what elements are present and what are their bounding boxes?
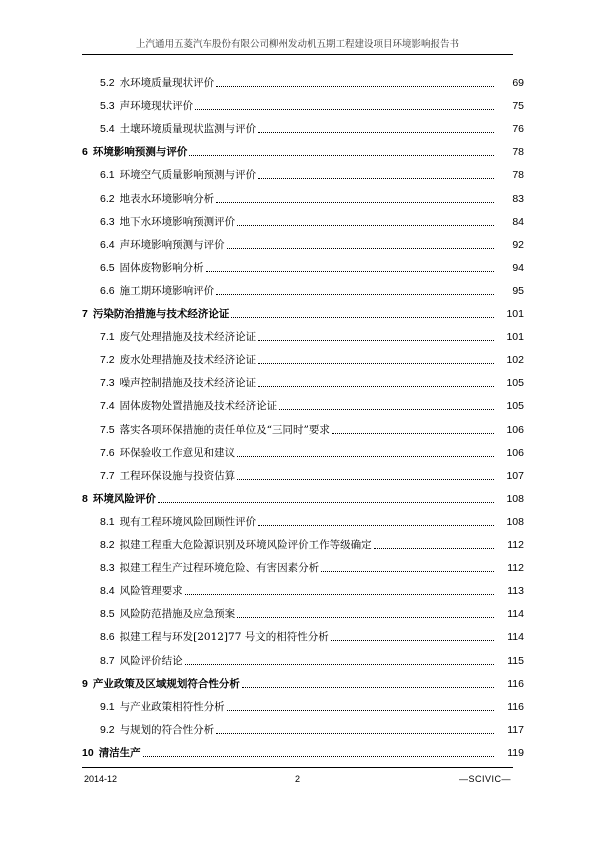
toc-entry-title: 拟建工程重大危险源识别及环境风险评价工作等级确定 xyxy=(119,539,372,551)
toc-entry-title: 与产业政策相符性分析 xyxy=(119,700,225,713)
toc-dot-leader xyxy=(258,362,494,364)
toc-entry-number: 7.7 xyxy=(100,469,115,482)
toc-entry-number: 9.2 xyxy=(100,723,115,736)
toc-dot-leader xyxy=(216,732,494,734)
toc-entry-number: 6.2 xyxy=(100,192,115,205)
toc-entry-title: 废气处理措施及技术经济论证 xyxy=(119,331,257,344)
toc-section-entry[interactable] xyxy=(0,97,595,113)
toc-entry-title: 环境空气质量影响预测与评价 xyxy=(119,169,257,182)
toc-entry-page: 94 xyxy=(512,261,524,274)
toc-entry-number: 5.4 xyxy=(100,123,115,136)
toc-entry-page: 117 xyxy=(507,723,524,736)
toc-entry-title: 污染防治措施与技术经济论证 xyxy=(92,308,230,320)
toc-chapter-entry[interactable] xyxy=(0,744,595,760)
toc-section-entry[interactable] xyxy=(0,421,595,437)
toc-dot-leader xyxy=(185,593,494,595)
toc-entry-number: 7.5 xyxy=(100,423,115,436)
toc-entry-page: 69 xyxy=(512,77,524,89)
toc-entry-number: 8.6 xyxy=(100,631,115,644)
toc-entry-number: 8.7 xyxy=(100,654,115,667)
toc-section-entry[interactable] xyxy=(0,652,595,668)
footer-page-number: 2 xyxy=(294,774,300,784)
toc-entry-title: 水环境质量现状评价 xyxy=(119,77,215,89)
toc-section-entry[interactable] xyxy=(0,166,595,182)
toc-dot-leader xyxy=(189,154,494,156)
toc-section-entry[interactable] xyxy=(0,444,595,460)
toc-entry-number: 8.5 xyxy=(100,608,115,621)
toc-entry-number: 9 xyxy=(82,677,88,690)
toc-entry-page: 108 xyxy=(506,492,524,505)
toc-entry-page: 83 xyxy=(512,192,524,205)
toc-entry-page: 106 xyxy=(506,423,524,436)
toc-entry-number: 7 xyxy=(82,308,88,320)
toc-section-entry[interactable] xyxy=(0,236,595,252)
toc-entry-page: 113 xyxy=(507,585,524,598)
toc-entry-title: 施工期环境影响评价 xyxy=(119,284,215,297)
toc-entry-title: 地下水环境影响预测评价 xyxy=(119,215,236,228)
toc-dot-leader xyxy=(331,639,494,641)
toc-section-entry[interactable] xyxy=(0,351,595,367)
toc-dot-leader xyxy=(231,316,494,318)
toc-entry-title: 地表水环境影响分析 xyxy=(119,192,215,205)
toc-dot-leader xyxy=(216,201,494,203)
toc-entry-number: 8 xyxy=(82,492,88,505)
toc-entry-page: 106 xyxy=(506,446,524,459)
toc-section-entry[interactable] xyxy=(0,605,595,621)
toc-entry-title: 工程环保设施与投资估算 xyxy=(119,469,236,482)
toc-section-entry[interactable] xyxy=(0,582,595,598)
toc-section-entry[interactable] xyxy=(0,698,595,714)
toc-dot-leader xyxy=(237,224,494,226)
toc-entry-title: 噪声控制措施及技术经济论证 xyxy=(119,377,257,390)
toc-dot-leader xyxy=(227,247,494,249)
toc-entry-title: 风险评价结论 xyxy=(119,654,183,667)
header-title: 上汽通用五菱汽车股份有限公司柳州发动机五期工程建设项目环境影响报告书 xyxy=(135,39,459,50)
toc-entry-page: 92 xyxy=(512,238,524,251)
toc-dot-leader xyxy=(195,108,494,110)
toc-dot-leader xyxy=(237,455,494,457)
toc-entry-page: 95 xyxy=(512,284,524,297)
toc-dot-leader xyxy=(242,686,494,688)
toc-entry-page: 107 xyxy=(506,469,524,482)
toc-dot-leader xyxy=(258,177,494,179)
toc-entry-title: 环境风险评价 xyxy=(92,492,156,505)
toc-entry-title: 风险管理要求 xyxy=(119,585,183,598)
toc-dot-leader xyxy=(321,570,494,572)
toc-entry-page: 105 xyxy=(506,400,524,413)
toc-entry-title: 环境影响预测与评价 xyxy=(92,146,188,159)
toc-dot-leader xyxy=(143,755,494,757)
toc-section-entry[interactable] xyxy=(0,328,595,344)
toc-chapter-entry[interactable] xyxy=(0,490,595,506)
toc-entry-page: 108 xyxy=(506,515,524,528)
toc-entry-page: 76 xyxy=(512,123,524,136)
toc-entry-number: 10 xyxy=(82,746,94,759)
toc-entry-number: 6.5 xyxy=(100,261,115,274)
toc-entry-page: 78 xyxy=(512,146,524,159)
toc-dot-leader xyxy=(206,270,494,272)
toc-entry-page: 101 xyxy=(506,331,524,344)
toc-section-entry[interactable] xyxy=(0,721,595,737)
toc-entry-page: 101 xyxy=(506,308,524,320)
toc-entry-number: 7.3 xyxy=(100,377,115,390)
toc-entry-title: 固体废物影响分析 xyxy=(119,261,204,274)
toc-dot-leader xyxy=(279,408,494,410)
toc-entry-title: 土壤环境质量现状监测与评价 xyxy=(119,123,257,136)
toc-dot-leader xyxy=(258,385,494,387)
toc-dot-leader xyxy=(332,432,494,434)
toc-entry-title: 声环境影响预测与评价 xyxy=(119,238,225,251)
toc-section-entry[interactable] xyxy=(0,190,595,206)
toc-entry-number: 6.1 xyxy=(100,169,115,182)
toc-entry-number: 9.1 xyxy=(100,700,115,713)
toc-entry-title: 声环境现状评价 xyxy=(119,100,194,113)
toc-section-entry[interactable] xyxy=(0,282,595,298)
toc-entry-number: 8.1 xyxy=(100,515,115,528)
toc-entry-page: 78 xyxy=(512,169,524,182)
toc-entry-title: 固体废物处置措施及技术经济论证 xyxy=(119,400,278,413)
toc-dot-leader xyxy=(258,339,494,341)
toc-entry-title: 与规划的符合性分析 xyxy=(119,723,215,736)
toc-dot-leader xyxy=(216,85,494,87)
toc-entry-title: 现有工程环境风险回顾性评价 xyxy=(119,515,257,528)
footer-date: 2014-12 xyxy=(84,774,118,784)
page-header xyxy=(82,36,513,55)
footer-org: —SCIVIC— xyxy=(458,774,511,784)
toc-section-entry[interactable] xyxy=(0,513,595,529)
toc-dot-leader xyxy=(374,547,494,549)
toc-section-entry[interactable] xyxy=(0,213,595,229)
toc-dot-leader xyxy=(185,663,494,665)
toc-entry-number: 6.4 xyxy=(100,238,115,251)
toc-entry-page: 105 xyxy=(506,377,524,390)
toc-entry-number: 5.2 xyxy=(100,77,115,89)
toc-entry-number: 7.2 xyxy=(100,354,115,367)
toc-entry-page: 84 xyxy=(512,215,524,228)
toc-dot-leader xyxy=(227,709,494,711)
toc-entry-page: 112 xyxy=(507,562,524,575)
toc-section-entry[interactable] xyxy=(0,74,595,90)
toc-entry-number: 7.1 xyxy=(100,331,115,344)
toc-dot-leader xyxy=(258,524,494,526)
toc-entry-title: 产业政策及区域规划符合性分析 xyxy=(92,677,240,690)
toc-entry-page: 75 xyxy=(512,100,524,113)
toc-entry-page: 119 xyxy=(507,746,524,759)
toc-entry-number: 6 xyxy=(82,146,88,159)
toc-section-entry[interactable] xyxy=(0,467,595,483)
toc-section-entry[interactable] xyxy=(0,397,595,413)
toc-entry-number: 8.4 xyxy=(100,585,115,598)
toc-section-entry[interactable] xyxy=(0,559,595,575)
toc-section-entry[interactable] xyxy=(0,120,595,136)
page-footer xyxy=(82,767,513,788)
toc-entry-number: 6.3 xyxy=(100,215,115,228)
toc-entry-number: 7.4 xyxy=(100,400,115,413)
toc-section-entry[interactable] xyxy=(0,374,595,390)
toc-chapter-entry[interactable] xyxy=(0,143,595,159)
toc-entry-title: 拟建工程与环发[2012]77 号文的相符性分析 xyxy=(119,631,329,644)
toc-dot-leader xyxy=(237,478,494,480)
toc-entry-page: 114 xyxy=(507,608,524,621)
toc-entry-number: 5.3 xyxy=(100,100,115,113)
toc-dot-leader xyxy=(158,501,494,503)
toc-section-entry[interactable] xyxy=(0,536,595,552)
toc-entry-title: 风险防范措施及应急预案 xyxy=(119,608,236,621)
toc-entry-page: 116 xyxy=(507,677,524,690)
toc-section-entry[interactable] xyxy=(0,259,595,275)
toc-entry-number: 8.3 xyxy=(100,562,115,575)
toc-entry-number: 6.6 xyxy=(100,284,115,297)
toc-entry-page: 115 xyxy=(507,654,524,667)
toc-entry-number: 7.6 xyxy=(100,446,115,459)
toc-dot-leader xyxy=(216,293,494,295)
toc-chapter-entry[interactable] xyxy=(0,675,595,691)
toc-entry-title: 清洁生产 xyxy=(98,746,141,759)
toc-entry-page: 116 xyxy=(507,700,524,713)
toc-section-entry[interactable] xyxy=(0,628,595,644)
toc-entry-page: 112 xyxy=(507,539,524,551)
toc-chapter-entry[interactable] xyxy=(0,305,595,321)
toc-dot-leader xyxy=(258,131,494,133)
toc-entry-title: 环保验收工作意见和建议 xyxy=(119,446,236,459)
toc-dot-leader xyxy=(237,616,494,618)
toc-entry-page: 114 xyxy=(507,631,524,644)
toc-entry-title: 落实各项环保措施的责任单位及“三同时”要求 xyxy=(119,423,330,436)
toc-entry-title: 拟建工程生产过程环境危险、有害因素分析 xyxy=(119,562,320,575)
toc-entry-number: 8.2 xyxy=(100,539,115,551)
toc-entry-page: 102 xyxy=(506,354,524,367)
toc-entry-title: 废水处理措施及技术经济论证 xyxy=(119,354,257,367)
